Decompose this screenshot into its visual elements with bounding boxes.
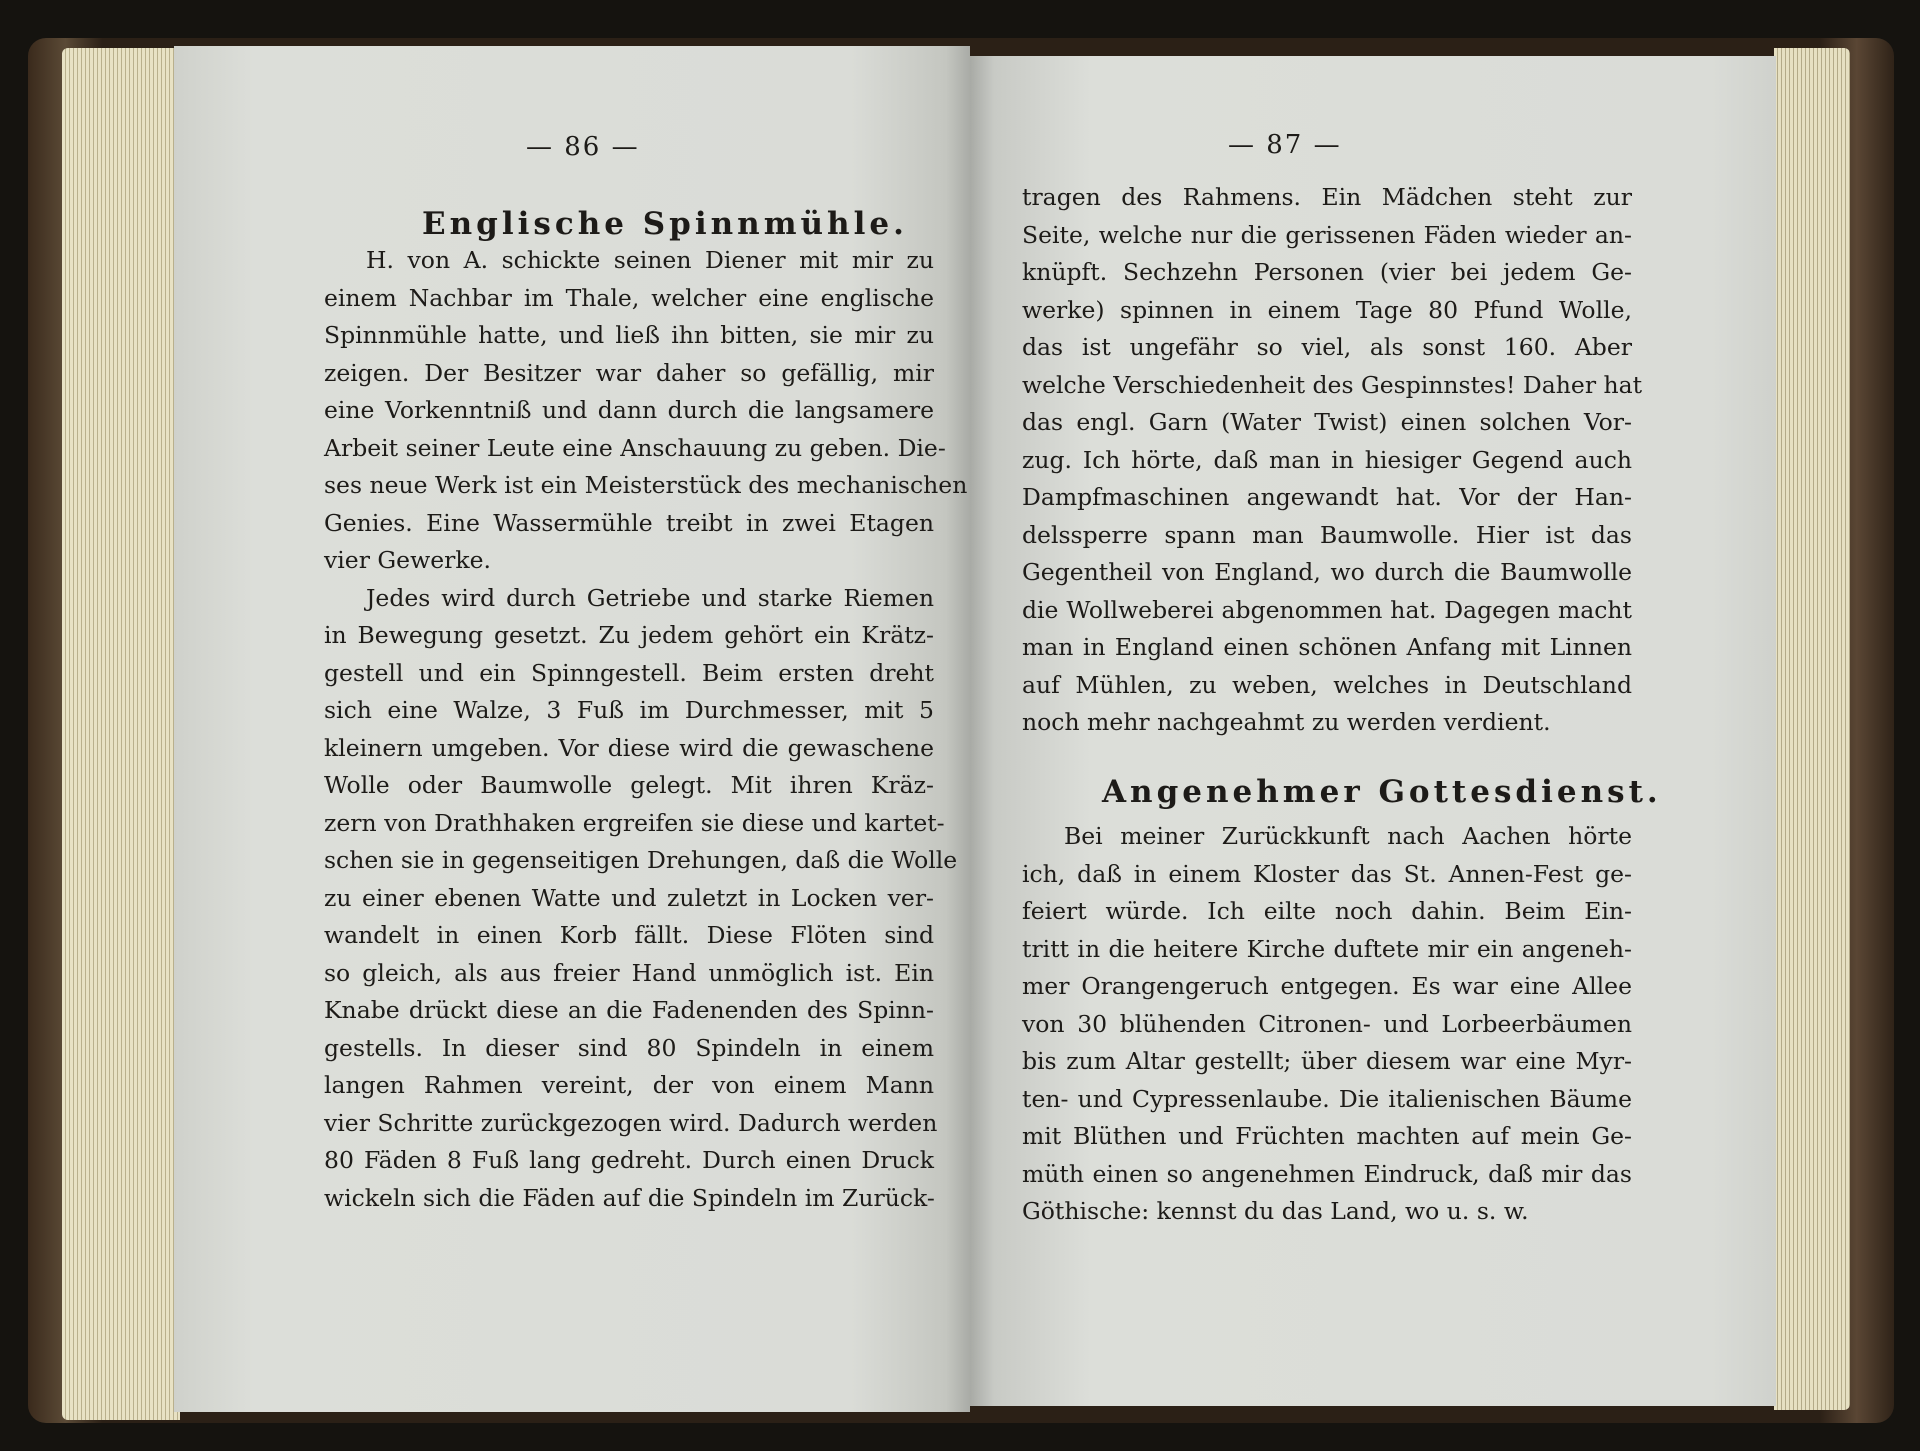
text-line: werke) spinnen in einem Tage 80 Pfund Wolle, bbox=[1022, 295, 1632, 324]
text-line: zug. Ich hörte, daß man in hiesiger Gegend auch bbox=[1022, 445, 1632, 474]
text-line: bis zum Altar gestellt; über diesem war eine Myr- bbox=[1022, 1047, 1632, 1075]
text-line: man in England einen schönen Anfang mit Linnen bbox=[1022, 633, 1632, 661]
page-edges-left bbox=[62, 48, 180, 1420]
right-page bbox=[970, 56, 1776, 1406]
text-line: tragen des Rahmens. Ein Mädchen steht zur bbox=[1022, 183, 1632, 211]
text-line: ses neue Werk ist ein Meisterstück des mechanischen bbox=[324, 471, 968, 499]
page-edges-right bbox=[1774, 48, 1850, 1410]
text-line: Wolle oder Baumwolle gelegt. Mit ihren Kräz- bbox=[324, 771, 934, 799]
text-line: zu einer ebenen Watte und zuletzt in Locken ver- bbox=[324, 883, 934, 912]
chapter-title: Angenehmer Gottesdienst. bbox=[1102, 774, 1662, 810]
text-line: so gleich, als aus freier Hand unmöglich ist. Ein bbox=[324, 958, 934, 987]
left-page bbox=[174, 46, 970, 1412]
text-line: vier Gewerke. bbox=[324, 546, 491, 574]
chapter-title: Englische Spinnmühle. bbox=[422, 206, 908, 242]
text-line: wickeln sich die Fäden auf die Spindeln im Zurück- bbox=[324, 1183, 935, 1212]
text-line: welche Verschiedenheit des Gespinnstes! Daher hat bbox=[1022, 370, 1643, 399]
text-line: ich, daß in einem Kloster das St. Annen-Fest ge- bbox=[1022, 859, 1632, 888]
text-line: mit Blüthen und Früchten machten auf mein Ge- bbox=[1022, 1122, 1632, 1150]
text-line: langen Rahmen vereint, der von einem Mann bbox=[324, 1071, 934, 1099]
text-line: delssperre spann man Baumwolle. Hier ist das bbox=[1022, 520, 1632, 549]
text-line: von 30 blühenden Citronen- und Lorbeerbäumen bbox=[1022, 1009, 1632, 1038]
text-line: Dampfmaschinen angewandt hat. Vor der Han- bbox=[1022, 483, 1632, 511]
text-line: Knabe drückt diese an die Fadenenden des Spinn- bbox=[324, 996, 934, 1024]
text-line: Göthische: kennst du das Land, wo u. s. w. bbox=[1022, 1197, 1529, 1225]
text-line: tritt in die heitere Kirche duftete mir ein angeneh- bbox=[1022, 934, 1632, 963]
text-line: sich eine Walze, 3 Fuß im Durchmesser, mit 5 bbox=[324, 696, 934, 724]
text-line: noch mehr nachgeahmt zu werden verdient. bbox=[1022, 708, 1551, 736]
text-line: das ist ungefähr so viel, als sonst 160. Aber bbox=[1022, 333, 1632, 361]
text-line: Spinnmühle hatte, und ließ ihn bitten, sie mir zu bbox=[324, 321, 934, 349]
body-text bbox=[1022, 818, 1632, 1231]
text-line: Bei meiner Zurückkunft nach Aachen hörte bbox=[1064, 822, 1632, 850]
text-line: gestells. In dieser sind 80 Spindeln in einem bbox=[324, 1033, 934, 1062]
text-line: Genies. Eine Wassermühle treibt in zwei Etagen bbox=[324, 508, 934, 537]
text-line: in Bewegung gesetzt. Zu jedem gehört ein Krätz- bbox=[324, 621, 934, 649]
page-number: — 86 — bbox=[526, 132, 640, 162]
text-line: müth einen so angenehmen Eindruck, daß mir das bbox=[1022, 1159, 1632, 1188]
text-line: auf Mühlen, zu weben, welches in Deutschland bbox=[1022, 670, 1632, 699]
body-text bbox=[324, 242, 968, 1217]
text-line: 80 Fäden 8 Fuß lang gedreht. Durch einen Druck bbox=[324, 1146, 934, 1174]
page-number: — 87 — bbox=[1228, 130, 1342, 160]
text-line: schen sie in gegenseitigen Drehungen, daß die Wolle bbox=[324, 846, 958, 874]
text-line: Gegentheil von England, wo durch die Baumwolle bbox=[1022, 558, 1632, 586]
text-line: H. von A. schickte seinen Diener mit mir zu bbox=[366, 246, 934, 274]
text-line: wandelt in einen Korb fällt. Diese Flöten sind bbox=[324, 921, 934, 949]
text-line: Jedes wird durch Getriebe und starke Riemen bbox=[366, 583, 934, 612]
text-line: zeigen. Der Besitzer war daher so gefällig, mir bbox=[324, 358, 934, 387]
text-line: Arbeit seiner Leute eine Anschauung zu geben. Die- bbox=[324, 433, 946, 462]
text-line: kleinern umgeben. Vor diese wird die gewaschene bbox=[324, 733, 934, 762]
text-line: zern von Drathhaken ergreifen sie diese und kartet- bbox=[324, 808, 945, 837]
text-line: eine Vorkenntniß und dann durch die langsamere bbox=[324, 396, 934, 424]
text-line: vier Schritte zurückgezogen wird. Dadurch werden bbox=[324, 1108, 938, 1137]
text-line: knüpft. Sechzehn Personen (vier bei jedem Ge- bbox=[1022, 258, 1632, 286]
text-line: mer Orangengeruch entgegen. Es war eine Allee bbox=[1022, 972, 1632, 1000]
text-line: Seite, welche nur die gerissenen Fäden wieder an- bbox=[1022, 220, 1632, 249]
text-line: die Wollweberei abgenommen hat. Dagegen macht bbox=[1022, 595, 1632, 624]
text-line: gestell und ein Spinngestell. Beim ersten dreht bbox=[324, 658, 934, 687]
text-line: feiert würde. Ich eilte noch dahin. Beim Ein- bbox=[1022, 897, 1632, 925]
text-line: das engl. Garn (Water Twist) einen solchen Vor- bbox=[1022, 408, 1632, 436]
text-line: ten- und Cypressenlaube. Die italienischen Bäume bbox=[1022, 1084, 1632, 1113]
text-line: einem Nachbar im Thale, welcher eine englische bbox=[324, 283, 934, 312]
continuation-text bbox=[1022, 179, 1643, 742]
